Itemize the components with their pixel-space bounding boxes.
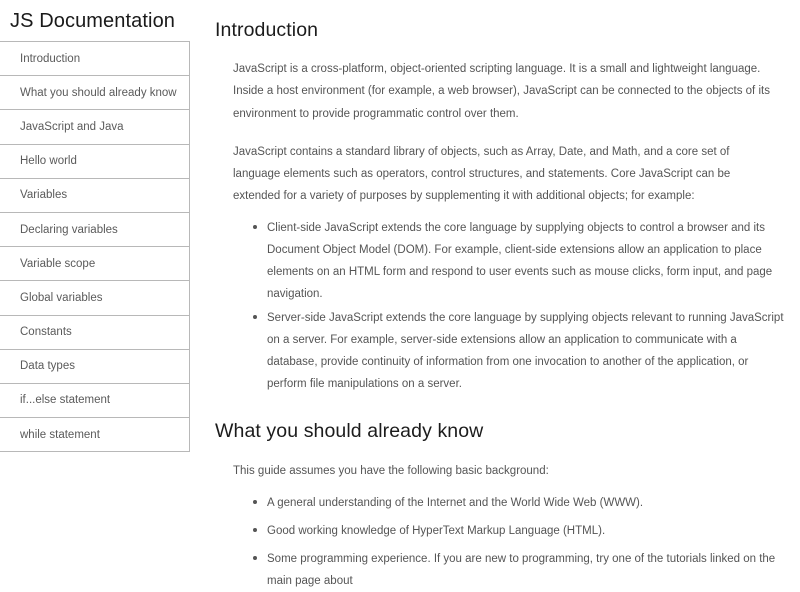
- sidebar-item-label: if...else statement: [20, 394, 111, 407]
- intro-paragraph-2: JavaScript contains a standard library of objects, such as Array, Date, and Math, and a core set of language elements such as operators, control structures, and statements. Core JavaScript can be extended for a variety of purposes by supplementing it with additional objects; for example:: [233, 145, 731, 202]
- sidebar-item-label: Data types: [20, 360, 75, 373]
- sidebar-item-data-types[interactable]: [0, 350, 190, 384]
- prerequisites-paragraph: This guide assumes you have the following basic background:: [233, 464, 549, 477]
- sidebar-nav-list: [0, 41, 190, 452]
- sidebar-item-global-variables[interactable]: [0, 281, 190, 315]
- sidebar-item-variable-scope[interactable]: [0, 247, 190, 281]
- intro-bullet-list: [215, 217, 790, 396]
- sidebar-item-label: while statement: [20, 428, 100, 441]
- sidebar-item-javascript-and-java[interactable]: [0, 110, 190, 144]
- sidebar-item-label: Variable scope: [20, 257, 96, 270]
- sidebar-item-while-statement[interactable]: [0, 418, 190, 452]
- sidebar-item-label: Declaring variables: [20, 223, 118, 236]
- main-content: [190, 0, 800, 588]
- list-item: Good working knowledge of HyperText Markup Language (HTML).: [253, 520, 790, 542]
- sidebar-item-if-else-statement[interactable]: [0, 384, 190, 418]
- sidebar-item-what-you-should-already-know[interactable]: [0, 76, 190, 110]
- sidebar-item-label: JavaScript and Java: [20, 120, 124, 133]
- sidebar-item-label: What you should already know: [20, 86, 177, 99]
- sidebar-item-introduction[interactable]: [0, 42, 190, 76]
- section-heading: What you should already know: [215, 420, 484, 443]
- sidebar-item-variables[interactable]: [0, 179, 190, 213]
- sidebar-item-hello-world[interactable]: [0, 145, 190, 179]
- list-item: Server-side JavaScript extends the core language by supplying objects relevant to running JavaScript on a server. For example, server-side extensions allow an application to communicate with a database, provide continuity of information from one invocation to another of the application, or perform file manipulations on a server.: [253, 307, 790, 395]
- sidebar-item-label: Introduction: [20, 52, 81, 65]
- list-item: Client-side JavaScript extends the core language by supplying objects to control a browser and its Document Object Model (DOM). For example, client-side extensions allow an application to place elements on an HTML form and respond to user events such as mouse clicks, form input, and page navigation.: [253, 217, 790, 305]
- list-item: A general understanding of the Internet and the World Wide Web (WWW).: [253, 492, 790, 514]
- list-item: Some programming experience. If you are new to programming, try one of the tutorials linked on the main page about: [253, 548, 790, 592]
- sidebar-item-constants[interactable]: [0, 316, 190, 350]
- section-introduction: [215, 18, 790, 395]
- sidebar-item-declaring-variables[interactable]: [0, 213, 190, 247]
- sidebar-item-label: Hello world: [20, 155, 77, 168]
- intro-paragraph-1: JavaScript is a cross-platform, object-oriented scripting language. It is a small and lightweight language. Inside a host environment (for example, a web browser), JavaScript can be connected to the objects of its environment to provide programmatic control over them.: [233, 63, 770, 120]
- page-title: Introduction: [215, 19, 319, 41]
- sidebar-item-label: Variables: [20, 189, 68, 202]
- sidebar-title: JS Documentation: [10, 10, 176, 32]
- sidebar-navigation: [0, 0, 190, 450]
- sidebar-item-label: Constants: [20, 326, 72, 339]
- section-what-you-should-already-know: [215, 419, 790, 592]
- prerequisites-bullet-list: [215, 492, 790, 592]
- sidebar-item-label: Global variables: [20, 291, 103, 304]
